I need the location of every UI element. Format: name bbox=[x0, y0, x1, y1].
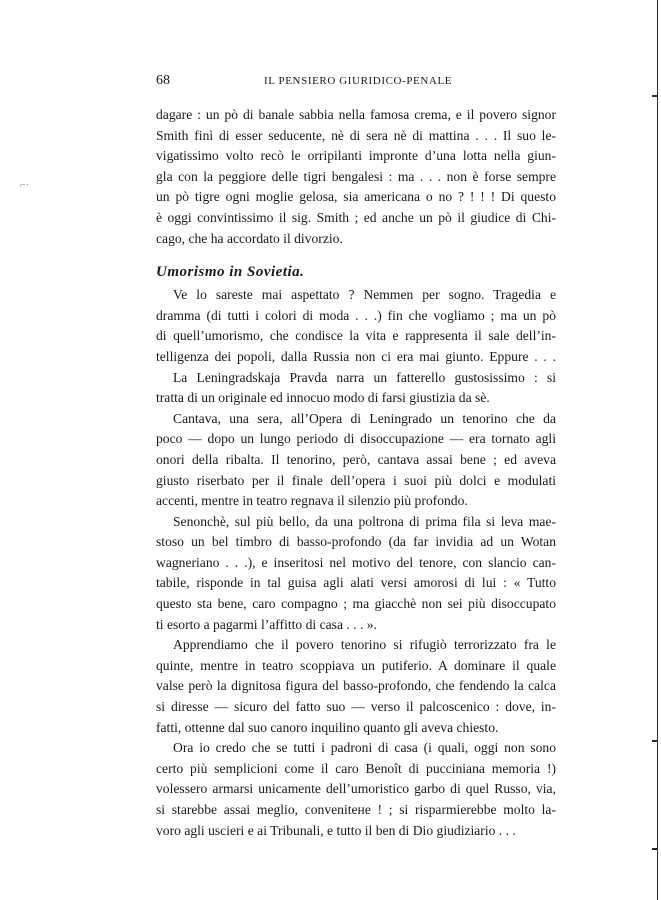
edge-tick bbox=[652, 95, 658, 97]
margin-mark: ⌐· bbox=[20, 180, 29, 191]
text-line: volessero armarsi unicamente dell’umoristico garbo di quel Russo, via, bbox=[156, 781, 556, 797]
paragraph-6 bbox=[156, 635, 556, 738]
paragraph-2 bbox=[156, 285, 556, 367]
page-edge bbox=[657, 0, 659, 900]
text-line: è oggi convintissimo il sig. Smith ; ed anche un pò il giudice di Chi- bbox=[156, 209, 556, 225]
text-line: giusto riserbato per il finale dell’opera i suoi più dolci e modulati bbox=[156, 472, 556, 488]
edge-tick bbox=[652, 740, 658, 742]
text-line: un pò tigre ogni moglie gelosa, sia americana o no ? ! ! ! Di questo bbox=[156, 189, 556, 205]
text-line: Senonchè, sul più bello, da una poltrona di prima fila si leva mae- bbox=[173, 513, 556, 529]
text-line: ti esorto a pagarmi l’affitto di casa . . . ». bbox=[156, 616, 377, 632]
text-line: accenti, mentre in teatro regnava il silenzio più profondo. bbox=[156, 493, 468, 509]
text-line: certo più semplicioni come il caro Benoît di pucciniana memoria !) bbox=[156, 760, 556, 776]
page-number: 68 bbox=[156, 73, 170, 88]
text-line: stoso un bel timbro di basso-profondo (da far invidia ad un Wotan bbox=[156, 534, 556, 550]
text-line: questo sta bene, caro compagno ; ma giacchè non sei più disoccupato bbox=[156, 596, 556, 612]
text-line: gla con la peggiore delle tigri bengalesi : ma . . . non è forse sempre bbox=[156, 168, 556, 184]
text-line: voro agli uscieri e ai Tribunali, e tutto il ben di Dio giudiziario . . . bbox=[156, 822, 516, 838]
text-line: si diresse — sicuro del fatto suo — verso il palcoscenico : dove, in- bbox=[156, 699, 556, 715]
text-line: dramma (di tutti i colori di moda . . .) fin che vogliamo ; ma un pò bbox=[156, 307, 556, 323]
text-line: tratta di un originale ed innocuo modo di farsi giustizia da sè. bbox=[156, 390, 490, 406]
text-line: Ora io credo che se tutti i padroni di casa (i quali, oggi non sono bbox=[173, 740, 556, 756]
text-line: onori della ribalta. Il tenorino, però, cantava assai bene ; ed aveva bbox=[156, 451, 556, 467]
paragraph-5 bbox=[156, 512, 556, 636]
paragraph-3 bbox=[156, 368, 556, 409]
paragraph-7 bbox=[156, 738, 556, 841]
running-head: IL PENSIERO GIURIDICO-PENALE bbox=[264, 75, 453, 87]
text-line: Smith finì di esser seducente, nè di sera nè di mattina . . . Il suo le- bbox=[156, 127, 556, 143]
text-line: cago, che ha accordato il divorzio. bbox=[156, 230, 343, 246]
text-line: La Leningradskaja Pravda narra un fatterello gustosissimo : si bbox=[173, 369, 556, 385]
paragraph-4 bbox=[156, 409, 556, 512]
section-title: Umorismo in Sovietia. bbox=[156, 264, 305, 281]
page-header bbox=[156, 73, 556, 93]
body-text bbox=[156, 105, 556, 841]
text-line: dagare : un pò di banale sabbia nella famosa crema, e il povero signor bbox=[156, 107, 556, 122]
paragraph-1 bbox=[156, 105, 556, 249]
text-line: wagneriano . . .), e inseritosi nel motivo del tenore, con slancio can- bbox=[156, 554, 556, 570]
text-line: poco — dopo un lungo periodo di disoccupazione — era tornato agli bbox=[156, 431, 556, 447]
text-line: Ve lo sareste mai aspettato ? Nemmen per sogno. Tragedia e bbox=[173, 287, 556, 303]
text-line: Cantava, una sera, all’Opera di Leningrado un tenorino che da bbox=[173, 410, 556, 426]
text-line: quinte, mentre in teatro scoppiava un putiferio. A dominare il quale bbox=[156, 657, 556, 673]
text-line: fatti, ottenne dal suo canoro inquilino quanto gli aveva chiesto. bbox=[156, 719, 499, 735]
text-line: tabile, risponde in tal guisa agli alati versi amorosi di lui : « Tutto bbox=[156, 575, 556, 591]
text-line: Apprendiamo che il povero tenorino si rifugiò terrorizzato fra le bbox=[173, 637, 556, 653]
text-line: di quell’umorismo, che condisce la vita e rappresenta il sale dell’in- bbox=[156, 328, 556, 344]
edge-tick bbox=[652, 848, 658, 850]
text-line: valse però la dignitosa figura del basso-profondo, che fendendo la calca bbox=[156, 678, 556, 694]
text-line: si starebbe assai meglio, conveniteне ! ; si risparmierebbe molto la- bbox=[156, 802, 556, 817]
text-line: telligenza dei popoli, dalla Russia non ci era mai giunto. Eppure . . . bbox=[156, 348, 556, 364]
text-line: vigatissimo volto recò le orripilanti impronte d’una lotta nella giun- bbox=[156, 148, 556, 164]
